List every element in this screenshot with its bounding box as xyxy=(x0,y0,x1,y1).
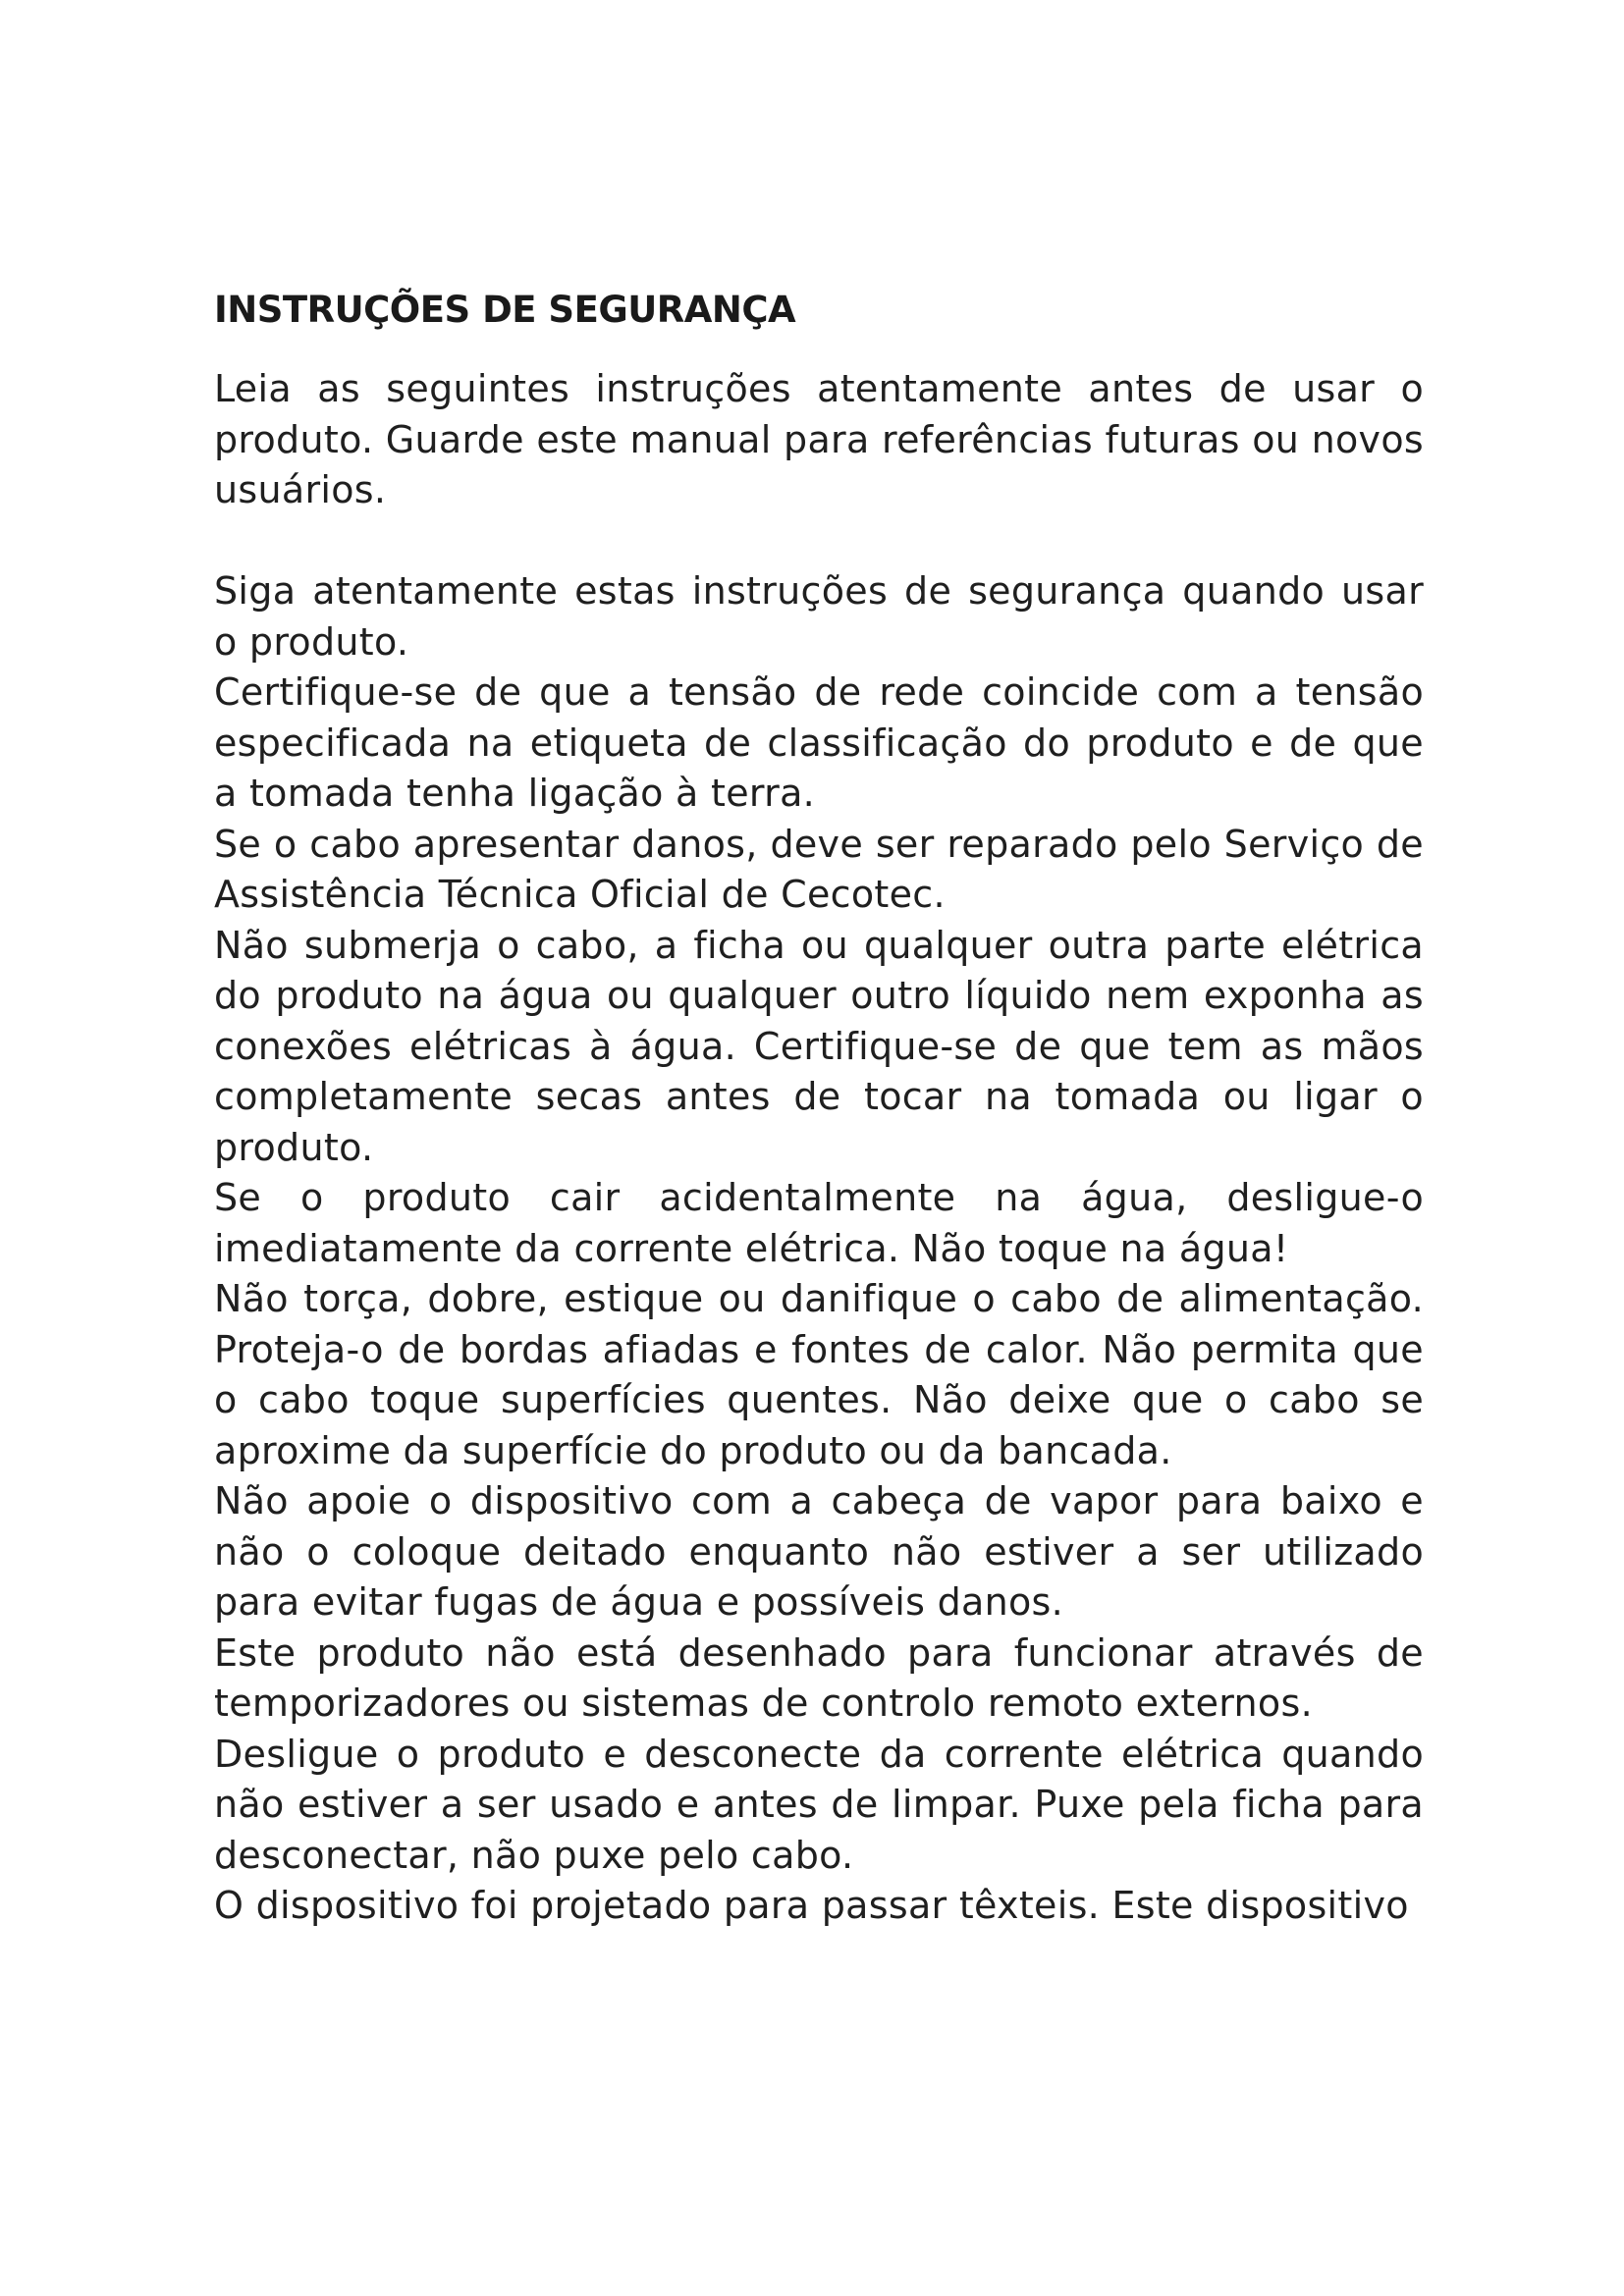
page-title: INSTRUÇÕES DE SEGURANÇA xyxy=(214,289,796,331)
safety-paragraph-10: O dispositivo foi projetado para passar têxteis. Este dispositivo xyxy=(214,1884,1409,1927)
safety-paragraph-5: Se o produto cair acidentalmente na água, desligue-o imediatamente da corrente elétrica. Não toque na água! xyxy=(214,1176,1424,1270)
safety-paragraph-6: Não torça, dobre, estique ou danifique o cabo de alimentação. Proteja-o de bordas afiadas e fontes de calor. Não permita que o cabo toque superfícies quentes. Não deixe que o cabo se aproxime da superfície do produto ou da bancada. xyxy=(214,1277,1424,1472)
safety-paragraph-4: Não submerja o cabo, a ficha ou qualquer outra parte elétrica do produto na água ou qualquer outro líquido nem exponha as conexões elétricas à água. Certifique-se de que tem as mãos completamente secas antes de tocar na tomada ou ligar o produto. xyxy=(214,923,1424,1169)
safety-paragraph-1: Siga atentamente estas instruções de segurança quando usar o produto. xyxy=(214,569,1424,664)
intro-paragraph: Leia as seguintes instruções atentamente antes de usar o produto. Guarde este manual para referências futuras ou novos usuários. xyxy=(214,367,1424,511)
safety-paragraph-9: Desligue o produto e desconecte da corrente elétrica quando não estiver a ser usado e antes de limpar. Puxe pela ficha para desconectar, não puxe pelo cabo. xyxy=(214,1732,1424,1877)
safety-paragraph-3: Se o cabo apresentar danos, deve ser reparado pelo Serviço de Assistência Técnica Oficial de Cecotec. xyxy=(214,822,1424,916)
safety-paragraph-7: Não apoie o dispositivo com a cabeça de vapor para baixo e não o coloque deitado enquanto não estiver a ser utilizado para evitar fugas de água e possíveis danos. xyxy=(214,1479,1424,1624)
safety-paragraph-8: Este produto não está desenhado para funcionar através de temporizadores ou sistemas de controlo remoto externos. xyxy=(214,1630,1424,1725)
safety-paragraph-2: Certifique-se de que a tensão de rede coincide com a tensão especificada na etiqueta de classificação do produto e de que a tomada tenha ligação à terra. xyxy=(214,670,1424,815)
paragraph-spacer xyxy=(214,516,1424,567)
document-content xyxy=(214,281,1424,1932)
